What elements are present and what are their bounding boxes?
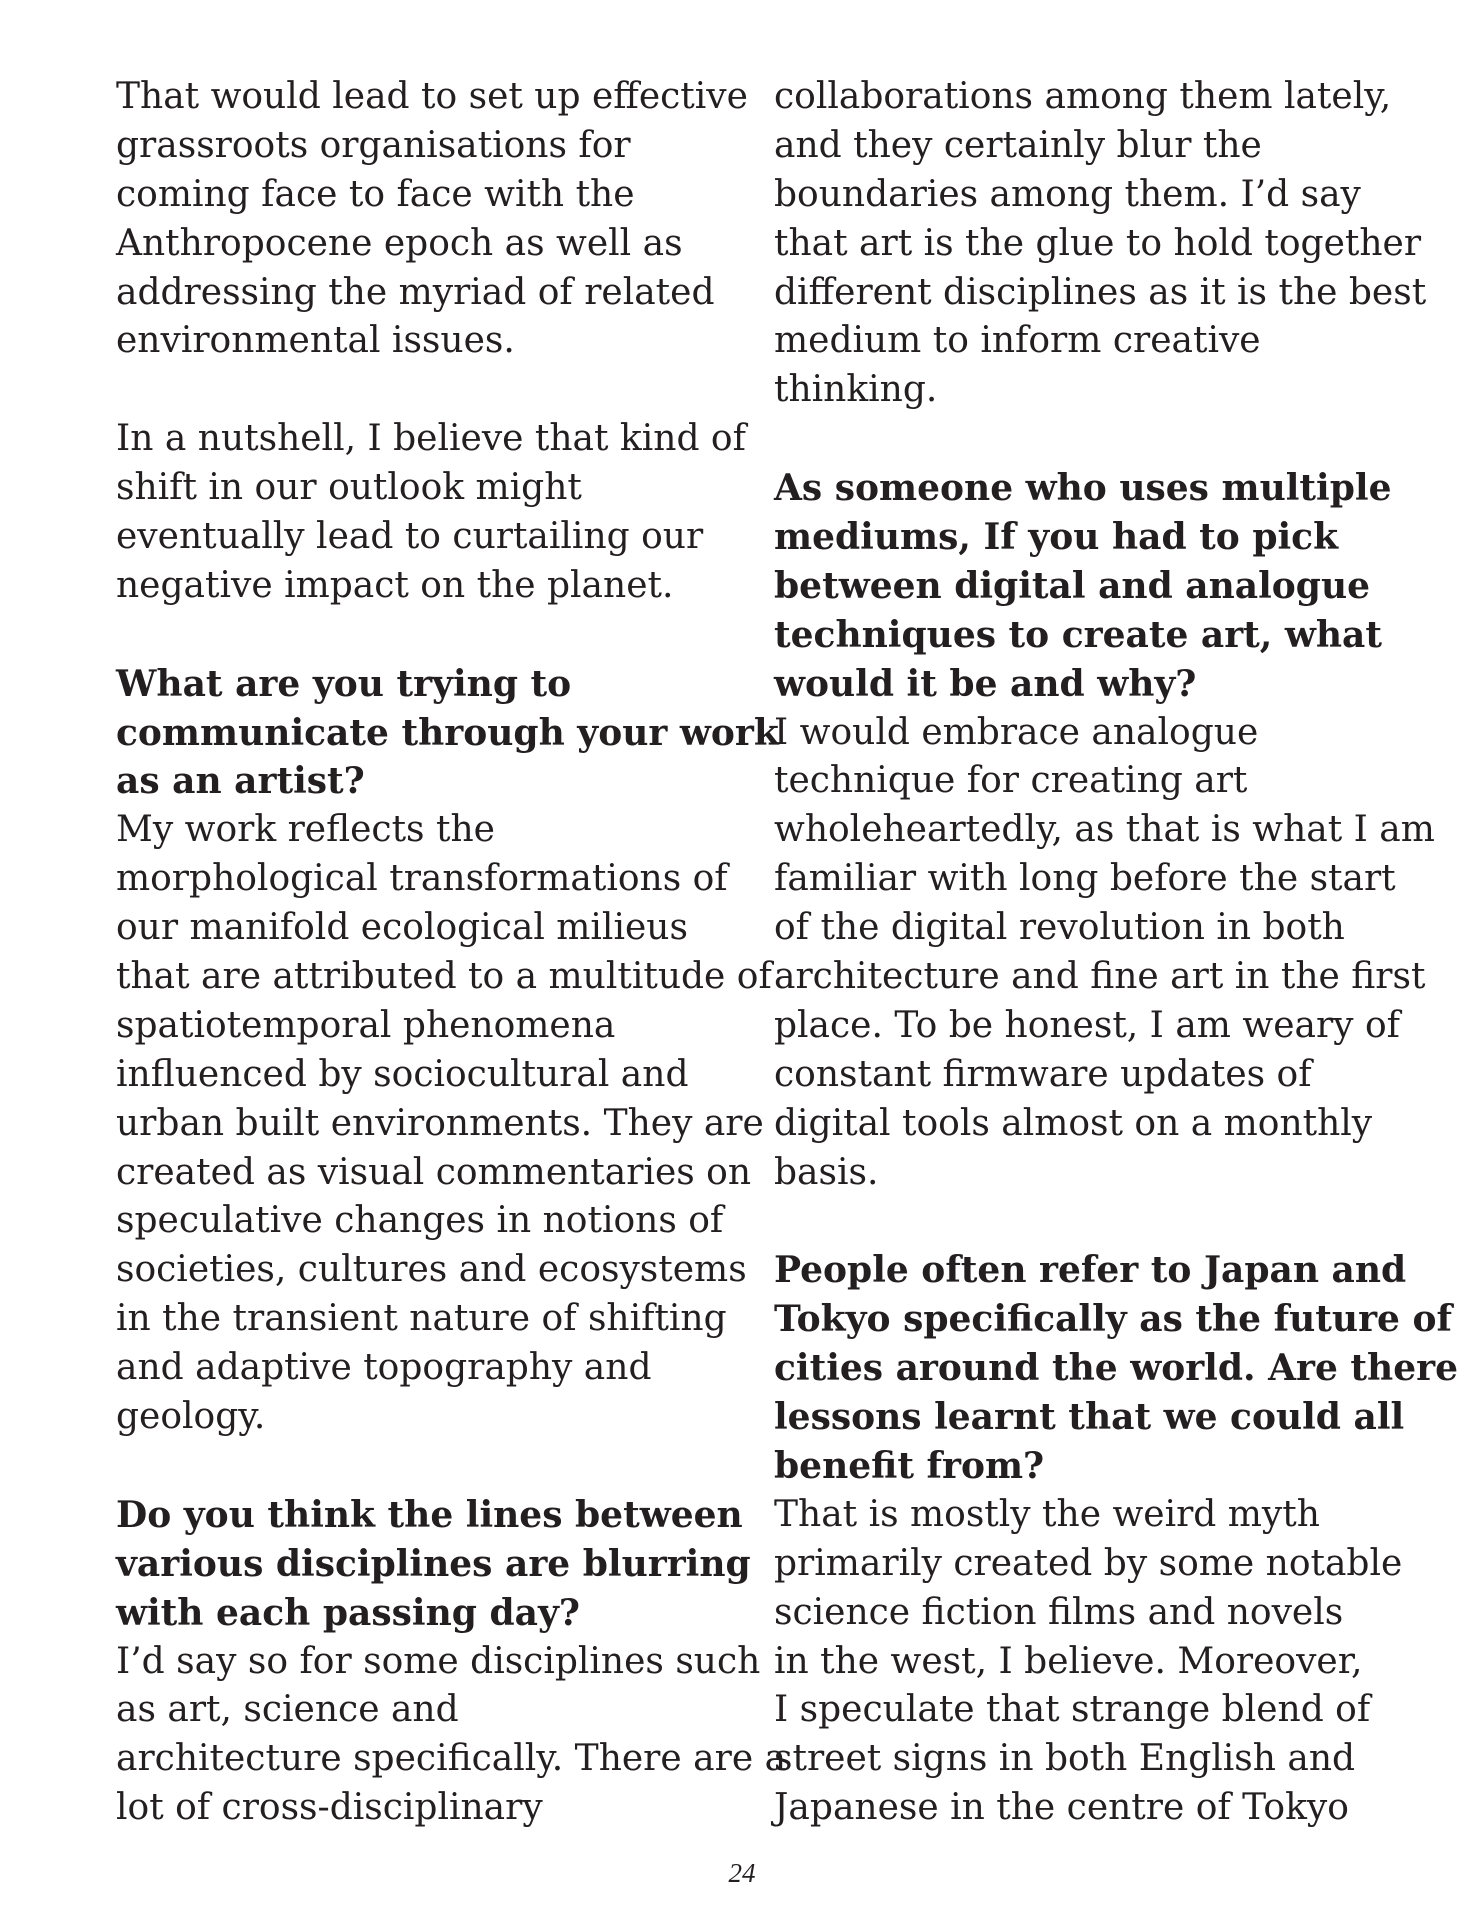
question-line: various disciplines are blurring — [116, 1542, 751, 1585]
text-line: created as visual commentaries on — [116, 1151, 752, 1193]
text-line: urban built environments. They are — [116, 1102, 764, 1144]
text-line: In a nutshell, I believe that kind of — [116, 418, 746, 460]
text-line: societies, cultures and ecosystems — [116, 1249, 747, 1291]
text-line: collaborations among them lately, — [774, 76, 1392, 117]
text-line: and they certainly blur the — [774, 124, 1262, 166]
text-line: different disciplines as it is the best — [774, 271, 1427, 313]
text-line: I’d say so for some disciplines such — [116, 1640, 761, 1682]
question-line: What are you trying to — [116, 662, 572, 705]
question-line: techniques to create art, what — [774, 613, 1382, 656]
text-line: science fiction films and novels — [774, 1591, 1344, 1633]
question-line: with each passing day? — [116, 1591, 580, 1634]
text-line: architecture and fine art in the first — [774, 956, 1426, 998]
blank-line — [774, 415, 1434, 464]
text-line: place. To be honest, I am weary of — [774, 1004, 1400, 1046]
text-line: architecture specifically. There are a — [116, 1738, 787, 1780]
text-line: digital tools almost on a monthly — [774, 1102, 1373, 1144]
page-number: 24 — [728, 1858, 756, 1888]
text-line: thinking. — [774, 369, 938, 411]
text-line: eventually lead to curtailing our — [116, 516, 704, 558]
text-line: medium to inform creative — [774, 320, 1261, 362]
text-line: My work reflects the — [116, 809, 495, 851]
text-line: influenced by sociocultural and — [116, 1053, 689, 1095]
text-line: constant firmware updates of — [774, 1053, 1312, 1095]
question-line: benefit from? — [774, 1444, 1045, 1487]
text-line: street signs in both English and — [774, 1738, 1356, 1780]
text-line: coming face to face with the — [116, 173, 635, 215]
text-line: spatiotemporal phenomena — [116, 1004, 616, 1046]
text-line: speculative changes in notions of — [116, 1200, 724, 1242]
text-line: I speculate that strange blend of — [774, 1689, 1371, 1731]
text-line: familiar with long before the start — [774, 858, 1396, 900]
blank-line — [116, 611, 756, 660]
question-line: lessons learnt that we could all — [774, 1396, 1405, 1439]
text-line: I would embrace analogue — [774, 711, 1259, 753]
text-line: That is mostly the weird myth — [774, 1493, 1320, 1535]
text-line: primarily created by some notable — [774, 1542, 1403, 1584]
question-line: would it be and why? — [774, 662, 1197, 705]
question-line: communicate through your work — [116, 711, 779, 754]
text-line: that are attributed to a multitude of — [116, 956, 772, 998]
text-line: addressing the myriad of related — [116, 271, 715, 313]
text-line: and adaptive topography and — [116, 1347, 652, 1389]
question-line: People often refer to Japan and — [774, 1249, 1407, 1292]
text-line: technique for creating art — [774, 760, 1248, 802]
right-column — [774, 73, 1458, 1833]
blank-line — [774, 1197, 1434, 1246]
text-line: environmental issues. — [116, 320, 515, 362]
question-line: Tokyo specifically as the future of — [774, 1298, 1452, 1341]
text-line: Anthropocene epoch as well as — [116, 222, 683, 264]
text-line: wholeheartedly, as that is what I am — [774, 809, 1435, 851]
text-line: Japanese in the centre of Tokyo — [774, 1787, 1349, 1829]
text-line: lot of cross-disciplinary — [116, 1787, 543, 1829]
question-line: cities around the world. Are there — [774, 1347, 1458, 1390]
text-line: as art, science and — [116, 1689, 459, 1731]
text-line: of the digital revolution in both — [774, 907, 1345, 949]
text-line: our manifold ecological milieus — [116, 907, 688, 949]
question-line: As someone who uses multiple — [774, 467, 1392, 510]
text-line: in the west, I believe. Moreover, — [774, 1640, 1363, 1682]
question-line: mediums, If you had to pick — [774, 516, 1339, 559]
blank-line — [116, 366, 756, 415]
text-line: boundaries among them. I’d say — [774, 173, 1361, 215]
text-line: That would lead to set up effective — [116, 76, 748, 117]
text-line: basis. — [774, 1151, 879, 1193]
question-line: Do you think the lines between — [116, 1493, 743, 1536]
text-line: geology. — [116, 1396, 266, 1438]
blank-line — [116, 1442, 756, 1491]
left-column — [116, 73, 787, 1833]
text-line: shift in our outlook might — [116, 467, 582, 509]
question-line: between digital and analogue — [774, 564, 1371, 607]
text-line: in the transient nature of shifting — [116, 1298, 727, 1340]
text-line: negative impact on the planet. — [116, 564, 674, 606]
text-line: grassroots organisations for — [116, 124, 631, 166]
text-line: morphological transformations of — [116, 858, 728, 900]
text-line: that art is the glue to hold together — [774, 222, 1422, 264]
question-line: as an artist? — [116, 760, 365, 803]
